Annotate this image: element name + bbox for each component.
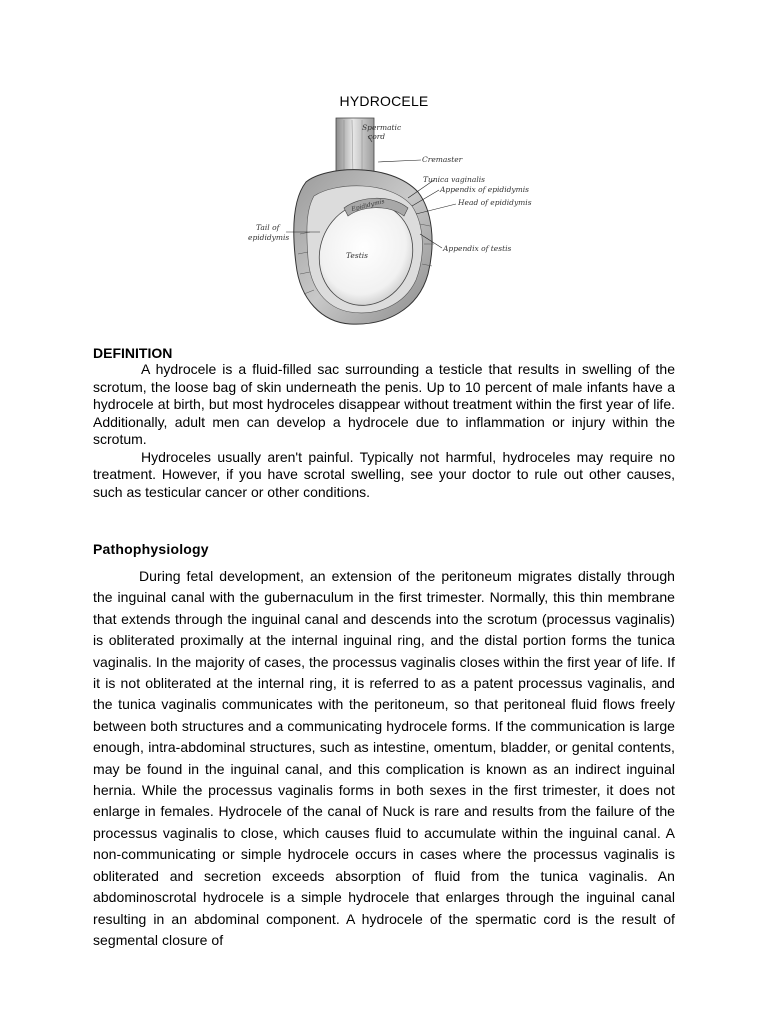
definition-paragraph-1: A hydrocele is a fluid-filled sac surrounding a testicle that results in swelling of the scrotum, the loose bag of skin underneath the penis. Up to 10 percent of male infants have a hydrocele at birth, but most hydroceles disappear without treatment within the first year of life. Additionally, adult men can develop a hydrocele due to inflammation or injury within the scrotum. xyxy=(93,361,675,447)
definition-section xyxy=(93,345,675,501)
label-tail-of-epididymis-2: epididymis xyxy=(248,233,290,242)
label-cremaster: Cremaster xyxy=(422,155,463,164)
label-tunica-vaginalis: Tunica vaginalis xyxy=(423,175,485,184)
label-spermatic-cord-1: Spermatic xyxy=(362,123,402,132)
document-title: HYDROCELE xyxy=(339,93,429,109)
label-appendix-of-testis: Appendix of testis xyxy=(443,244,512,253)
hydrocele-anatomy-illustration xyxy=(240,114,540,328)
label-head-of-epididymis: Head of epididymis xyxy=(458,198,532,207)
label-spermatic-cord-2: cord xyxy=(368,132,386,141)
label-testis: Testis xyxy=(346,251,368,260)
pathophysiology-paragraph: During fetal development, an extension of the peritoneum migrates distally through the inguinal canal with the gubernaculum in the first trimester. Normally, this thin membrane that extends through the inguinal canal and descends into the scrotum (processus vaginalis) is obliterated proximally at the internal inguinal ring, and the distal portion forms the tunica vaginalis. In the majority of cases, the processus vaginalis closes within the first year of life. If it is not obliterated at the internal ring, it is referred to as a patent processus vaginalis, and the tunica vaginalis communicates with the peritoneum, so that peritoneal fluid flows freely between both structures and a communicating hydrocele forms. If the communication is large enough, intra-abdominal structures, such as intestine, omentum, bladder, or genital contents, may be found in the inguinal canal, and this complication is known as an indirect inguinal hernia. While the processus vaginalis forms in both sexes in the first trimester, it does not enlarge in females. Hydrocele of the canal of Nuck is rare and results from the failure of the processus vaginalis to close, which causes fluid to accumulate within the inguinal canal. A non-communicating or simple hydrocele occurs in cases where the processus vaginalis is obliterated and secretion exceeds absorption of fluid from the tunica vaginalis. An abdominoscrotal hydrocele is a simple hydrocele that enlarges through the inguinal canal resulting in an abdominal component. A hydrocele of the spermatic cord is the result of segmental closure of xyxy=(93,568,675,948)
label-tail-of-epididymis-1: Tail of xyxy=(256,223,280,232)
definition-heading: DEFINITION xyxy=(93,345,173,361)
label-appendix-of-epididymis: Appendix of epididymis xyxy=(440,185,530,194)
definition-paragraph-2: Hydroceles usually aren't painful. Typically not harmful, hydroceles may require no treatment. However, if you have scrotal swelling, see your doctor to rule out other causes, such as testicular cancer or other conditions. xyxy=(93,448,675,500)
pathophysiology-heading: Pathophysiology xyxy=(93,541,209,557)
label-epididymis: Epididymis xyxy=(350,197,386,213)
